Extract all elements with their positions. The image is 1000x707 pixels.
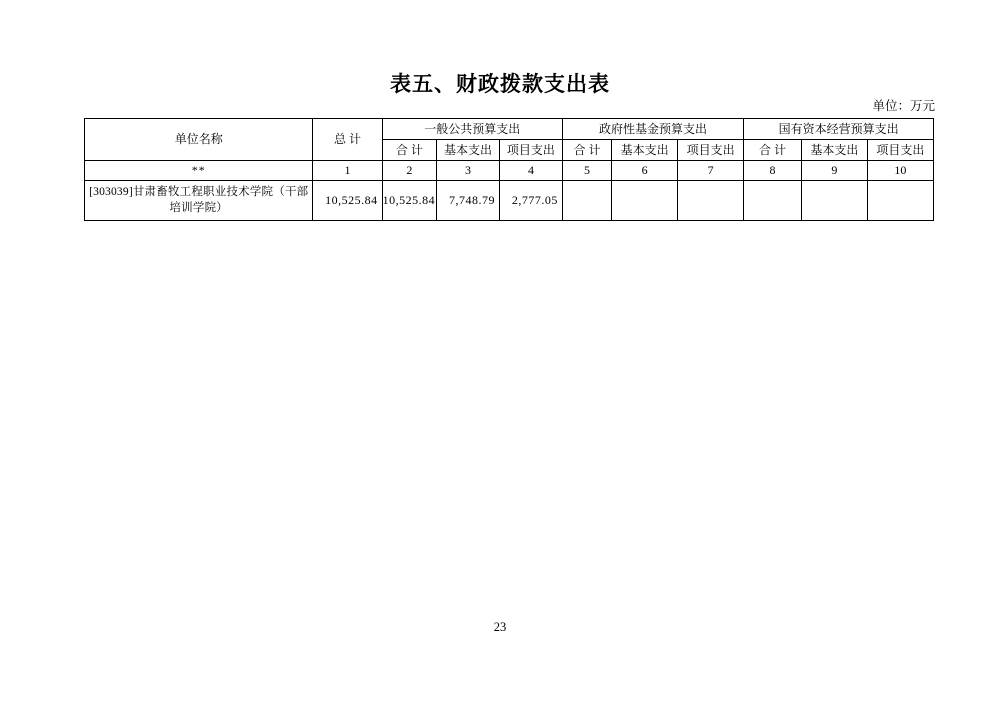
header-capital-total: 合 计 bbox=[744, 140, 802, 161]
header-general-total: 合 计 bbox=[382, 140, 436, 161]
cell-capital-total bbox=[744, 181, 802, 221]
row-label-institution: [303039]甘肃畜牧工程职业技术学院（干部培训学院） bbox=[85, 181, 313, 221]
cell-general-basic: 7,748.79 bbox=[437, 181, 500, 221]
column-number-9: 9 bbox=[801, 161, 867, 181]
column-number-4: 4 bbox=[499, 161, 562, 181]
cell-fund-total bbox=[562, 181, 611, 221]
header-general-basic: 基本支出 bbox=[437, 140, 500, 161]
cell-general-project: 2,777.05 bbox=[499, 181, 562, 221]
column-number-1: 1 bbox=[313, 161, 382, 181]
column-number-7: 7 bbox=[678, 161, 744, 181]
header-capital-basic: 基本支出 bbox=[801, 140, 867, 161]
row-label-stars: ** bbox=[85, 161, 313, 181]
header-capital-project: 项目支出 bbox=[867, 140, 933, 161]
cell-capital-basic bbox=[801, 181, 867, 221]
budget-table-container bbox=[84, 118, 934, 221]
table-row bbox=[85, 161, 934, 181]
page-number: 23 bbox=[493, 620, 507, 634]
financial-appropriation-expenditure-table bbox=[84, 118, 934, 221]
header-fund-project: 项目支出 bbox=[678, 140, 744, 161]
cell-general-total: 10,525.84 bbox=[382, 181, 436, 221]
column-number-10: 10 bbox=[867, 161, 933, 181]
header-fund-total: 合 计 bbox=[562, 140, 611, 161]
header-unit-name: 单位名称 bbox=[85, 119, 313, 161]
cell-capital-project bbox=[867, 181, 933, 221]
column-number-6: 6 bbox=[612, 161, 678, 181]
column-number-3: 3 bbox=[437, 161, 500, 181]
header-group-general-public-budget: 一般公共预算支出 bbox=[382, 119, 562, 140]
cell-fund-basic bbox=[612, 181, 678, 221]
header-group-government-fund-budget: 政府性基金预算支出 bbox=[562, 119, 743, 140]
cell-total: 10,525.84 bbox=[313, 181, 382, 221]
table-header-group-row bbox=[85, 119, 934, 140]
column-number-2: 2 bbox=[382, 161, 436, 181]
header-general-project: 项目支出 bbox=[499, 140, 562, 161]
header-group-state-capital-budget: 国有资本经营预算支出 bbox=[744, 119, 934, 140]
header-fund-basic: 基本支出 bbox=[612, 140, 678, 161]
column-number-5: 5 bbox=[562, 161, 611, 181]
page-title: 表五、财政拨款支出表 bbox=[390, 72, 610, 96]
header-total: 总 计 bbox=[313, 119, 382, 161]
column-number-8: 8 bbox=[744, 161, 802, 181]
table-row bbox=[85, 181, 934, 221]
unit-note: 单位：万元 bbox=[872, 99, 935, 113]
cell-fund-project bbox=[678, 181, 744, 221]
